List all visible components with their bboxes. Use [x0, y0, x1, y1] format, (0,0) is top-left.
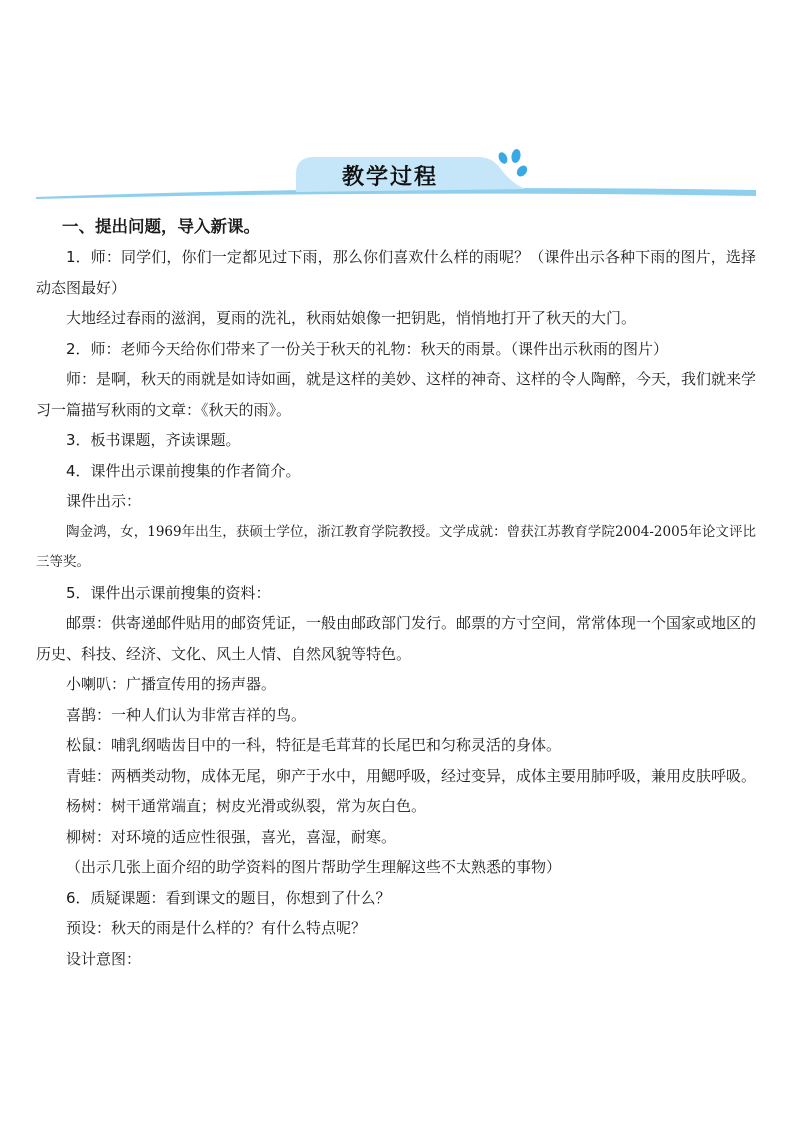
paragraph-18: 6．质疑课题：看到课文的题目，你想到了什么？: [66, 888, 391, 907]
paragraph-7: 课件出示：: [66, 492, 142, 510]
paragraph-12: 喜鹊：一种人们认为非常吉祥的鸟。: [66, 705, 307, 724]
paragraph-3: 2．师：老师今天给你们带来了一份关于秋天的礼物：秋天的雨景。（课件出示秋雨的图片）: [66, 339, 669, 358]
paragraph-1: 1．师：同学们，你们一定都见过下雨，那么你们喜欢什么样的雨呢？（课件出示各种下雨的图片，选择动态图最好）: [36, 248, 756, 297]
paragraph-11: 小喇叭：广播宣传用的扬声器。: [66, 675, 277, 693]
paragraph-15: 杨树：树干通常端直；树皮光滑或纵裂，常为灰白色。: [66, 797, 427, 815]
paragraph-19: 预设：秋天的雨是什么样的？有什么特点呢？: [66, 919, 367, 937]
paragraph-14: 青蛙：两栖类动物，成体无尾，卵产于水中，用鳃呼吸，经过变异，成体主要用肺呼吸，兼用皮肤呼吸。: [66, 766, 757, 785]
paragraph-20: 设计意图：: [66, 949, 142, 968]
paragraph-16: 柳树：对环境的适应性很强，喜光，喜湿，耐寒。: [66, 827, 397, 846]
lesson-content: [36, 212, 756, 974]
paragraph-5: 3．板书课题，齐读课题。: [66, 431, 241, 449]
section-heading: 一、提出问题，导入新课。: [62, 217, 260, 236]
banner-title: 教学过程: [341, 165, 438, 190]
paragraph-10: 邮票：供寄递邮件贴用的邮资凭证，一般由邮政部门发行。邮票的方寸空间，常常体现一个国家或地区的历史、科技、经济、文化、风土人情、自然风貌等特色。: [36, 614, 757, 663]
paragraph-9: 5．课件出示课前搜集的资料：: [66, 583, 271, 602]
paragraph-2: 大地经过春雨的滋润，夏雨的洗礼，秋雨姑娘像一把钥匙，悄悄地打开了秋天的大门。: [66, 309, 637, 327]
paragraph-13: 松鼠：哺乳纲啮齿目中的一科，特征是毛茸茸的长尾巴和匀称灵活的身体。: [66, 736, 562, 754]
author-bio: 陶金鸿，女，1969年出生，获硕士学位，浙江教育学院教授。文学成就：曾获江苏教育学院2004-2005年论文评比三等奖。: [36, 523, 756, 570]
paragraph-6: 4．课件出示课前搜集的作者简介。: [66, 461, 301, 480]
paragraph-4: 师：是啊，秋天的雨就是如诗如画，就是这样的美妙、这样的神奇、这样的令人陶醉，今天，我们就来学习一篇描写秋雨的文章：《秋天的雨》。: [36, 370, 757, 419]
paragraph-17: （出示几张上面介绍的助学资料的图片帮助学生理解这些不太熟悉的事物）: [66, 858, 562, 876]
section-banner: [0, 0, 794, 210]
